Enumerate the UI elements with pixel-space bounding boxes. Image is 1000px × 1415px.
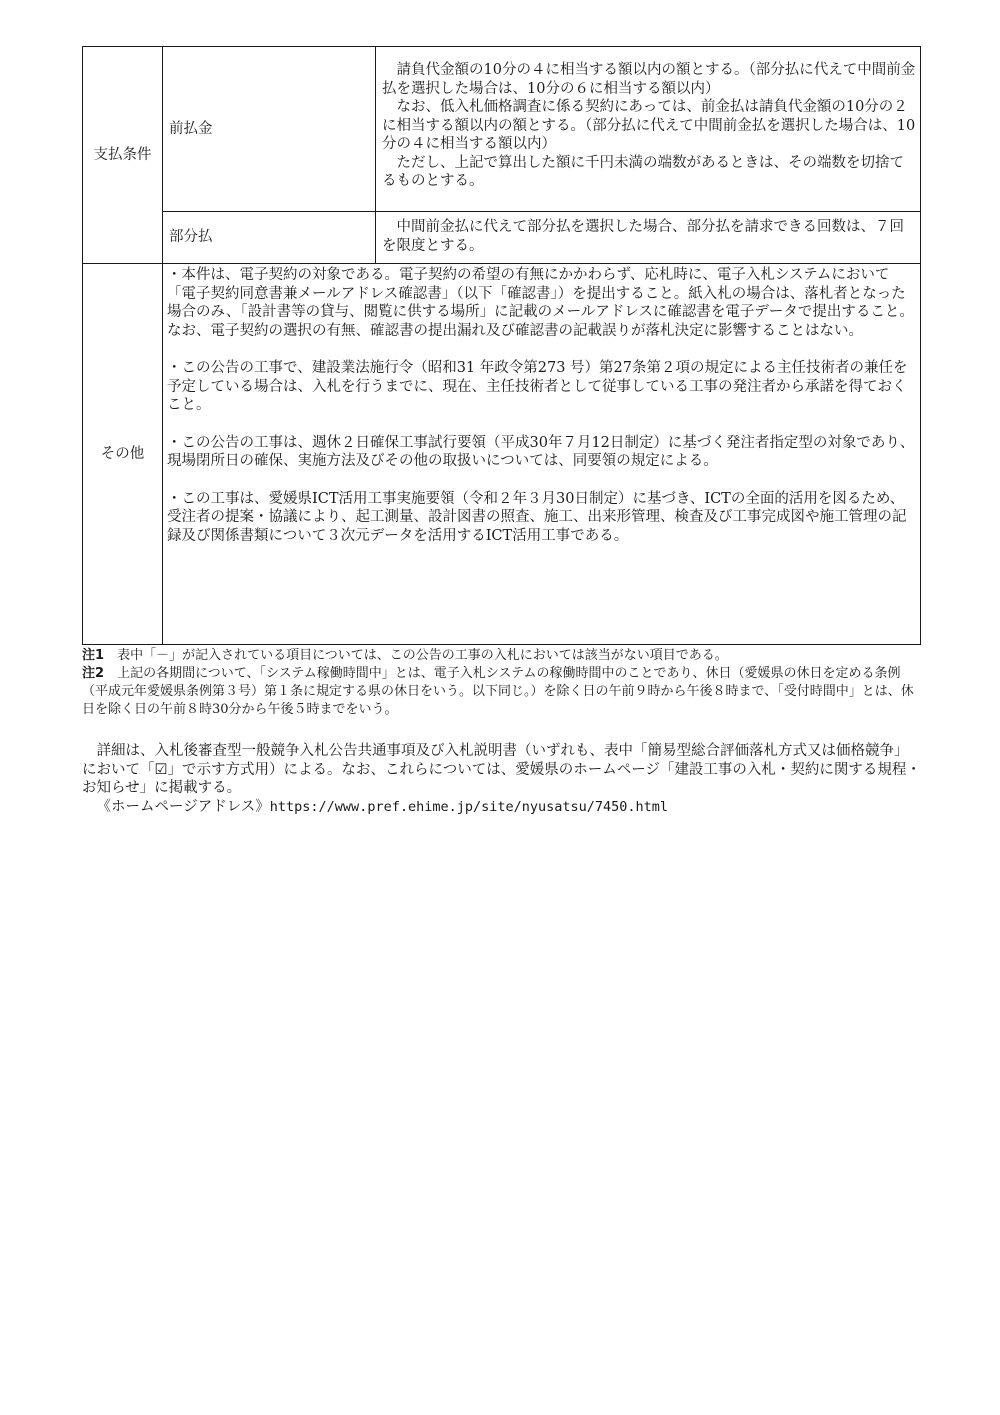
other-item-two-day-weekend: ・この公告の工事は、週休２日確保工事試行要領（平成30年７月12日制定）に基づく発注者指定型の対象であり、現場閉所日の確保、実施方法及びその他の取扱いについては、同要領の規定による。 [167, 434, 915, 469]
partial-payment-paragraph: 中間前金払に代えて部分払を選択した場合、部分払を請求できる回数は、７回を限度とする。 [382, 219, 904, 254]
other-item-ict: ・この工事は、愛媛県ICT活用工事実施要領（令和２年３月30日制定）に基づき、ICTの全面的活用を図るため、受注者の提案・協議により、起工測量、設計図書の照査、施工、出来形管理、検査及び工事完成図や施工管理の記録及び関係書類について３次元データを活用するICT活用工事である。 [167, 490, 907, 544]
advance-payment-paragraph-2: なお、低入札価格調査に係る契約にあっては、前金払は請負代金額の10分の２に相当する額以内の額とする。（部分払に代えて中間前金払を選択した場合は、10分の４に相当する額以内） [382, 99, 916, 152]
table-row-other [83, 264, 921, 645]
detail-paragraph: 詳細は、入札後審査型一般競争入札公告共通事項及び入札説明書（いずれも、表中「簡易型総合評価落札方式又は価格競争」において「☑」で示す方式用）による。なお、これらについては、愛媛県のホームページ「建設工事の入札・契約に関する規程・お知らせ」に掲載する。 [82, 743, 921, 796]
partial-payment-content [376, 212, 921, 264]
note-2 [82, 665, 922, 719]
homepage-link[interactable]: https://www.pref.ehime.jp/site/nyusatsu/7450.html [269, 798, 669, 815]
note-1 [82, 647, 922, 665]
homepage-label: 《ホームページアドレス》 [96, 798, 270, 815]
table-row-partial-payment [83, 212, 921, 264]
other-content [163, 264, 921, 645]
notes-section [82, 647, 922, 719]
detail-section [82, 742, 922, 816]
advance-payment-label: 前払金 [163, 47, 376, 212]
advance-payment-content [376, 47, 921, 212]
advance-payment-paragraph-1: 請負代金額の10分の４に相当する額以内の額とする。（部分払に代えて中間前金払を選択した場合は、10分の６に相当する額以内） [382, 62, 916, 97]
note-1-label: 注1 [82, 648, 105, 663]
note-1-text: 表中「－」が記入されている項目については、この公告の工事の入札においては該当がない項目である。 [117, 648, 728, 663]
homepage-line [82, 798, 922, 817]
conditions-table [82, 46, 921, 645]
partial-payment-label: 部分払 [163, 212, 376, 264]
table-row-advance-payment [83, 47, 921, 212]
payment-conditions-label: 支払条件 [83, 47, 163, 264]
note-2-label: 注2 [82, 666, 105, 681]
other-item-chief-engineer: ・この公告の工事で、建設業法施行令（昭和31 年政令第273 号）第27条第２項の規定による主任技術者の兼任を予定している場合は、入札を行うまでに、現在、主任技術者として従事している工事の発注者から承諾を得ておくこと。 [167, 360, 908, 413]
other-label: その他 [83, 264, 163, 645]
other-item-e-contract: ・本件は、電子契約の対象である。電子契約の希望の有無にかかわらず、応札時に、電子入札システムにおいて「電子契約同意書兼メールアドレス確認書」（以下「確認書」）を提出すること。紙入札の場合は、落札者となった場合のみ、「設計書等の貸与、閲覧に供する場所」に記載のメールアドレスに確認書を電子データで提出すること。なお、電子契約の選択の有無、確認書の提出漏れ及び確認書の記載誤りが落札決定に影響することはない。 [167, 267, 914, 339]
advance-payment-paragraph-3: ただし、上記で算出した額に千円未満の端数があるときは、その端数を切捨てるものとする。 [382, 154, 904, 189]
note-2-text: 上記の各期間について、「システム稼働時間中」とは、電子入札システムの稼働時間中のことであり、休日（愛媛県の休日を定める条例（平成元年愛媛県条例第３号）第１条に規定する県の休日をいう。以下同じ。）を除く日の午前９時から午後８時まで、「受付時間中」とは、休日を除く日の午前８時30分から午後５時までをいう。 [82, 666, 914, 717]
